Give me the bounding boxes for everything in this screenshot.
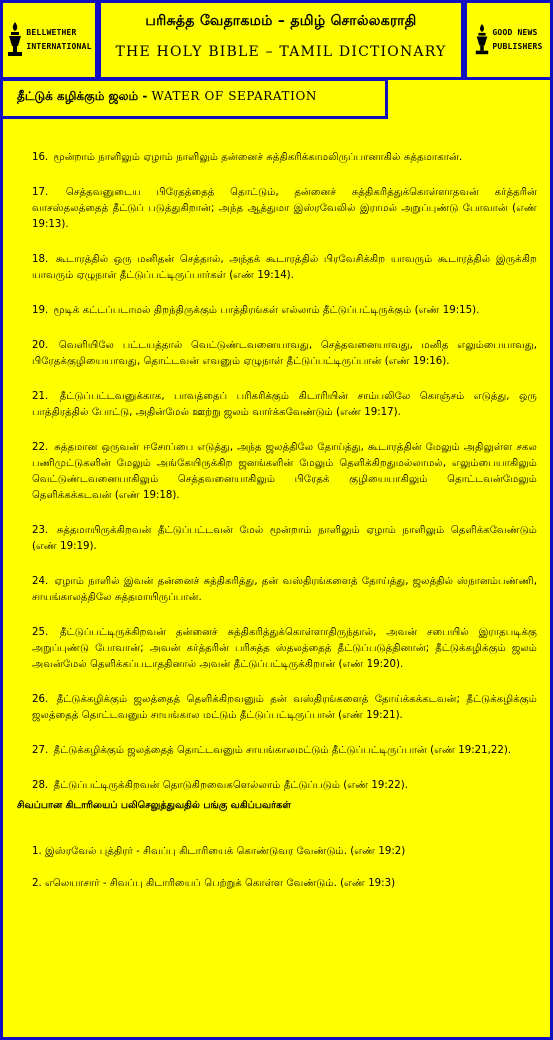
section-heading-english: WATER OF SEPARATION [151, 89, 317, 103]
list-item [32, 389, 537, 421]
item-text: செத்தவனுடைய பிரேதத்தைத் தொட்டும், தன்னைச் சுத்திகரித்துக்கொள்ளாதவன் கர்த்தரின் வாசஸ்தலத்தைத் தீட்டுப் படுத்துகிறான்; அந்த ஆத்துமா இஸ்ரவேலில் இராமல் அறுப்புண்டு போவான் (எண் 19:13). [32, 187, 537, 230]
lamp-icon [474, 20, 490, 60]
content [0, 150, 553, 908]
item-text: தீட்டுப்பட்டவனுக்காக, பாவத்தைப் பரிகரிக்கும் கிடாரியின் சாம்பலிலே கொஞ்சம் எடுத்து, ஒரு பாத்திரத்தில் போட்டு, அதின்மேல் ஊற்று ஜலம் வார்க்கவேண்டும் (எண் 19:17). [32, 391, 537, 418]
lamp-icon [6, 20, 24, 60]
list-item [32, 150, 537, 166]
item-text: தீட்டுப்பட்டிருக்கிறவன் தொடுகிறவைகளெல்லாம் தீட்டுப்படும் (எண் 19:22). [53, 780, 408, 791]
item-number: 21. [32, 391, 49, 402]
item-text: கூடாரத்தில் ஒரு மனிதன் செத்தால், அந்தக் கூடாரத்தில் பிரவேசிக்கிற யாவரும் கூடாரத்தில் இருக்கிற யாவரும் ஏழுநாள் தீட்டுப்பட்டிருப்பார்கள் (எண் 19:14). [32, 254, 537, 281]
list-item [32, 440, 537, 504]
list-item [32, 574, 537, 606]
item-text: தீட்டுக்கழிக்கும் ஜலத்தைத் தொட்டவனும் சாயங்காலமட்டும் தீட்டுப்பட்டிருப்பான் (எண் 19:21,22). [53, 745, 512, 756]
list-item [32, 252, 537, 284]
page-title-english: THE HOLY BIBLE – TAMIL DICTIONARY [115, 44, 447, 60]
list-item [32, 523, 537, 555]
bellwether-logo[interactable] [0, 0, 98, 80]
item-text: இஸ்ரவேல் புத்திரர் - சிவப்பு கிடாரியைக் கொண்டுவர வேண்டும். (எண் 19:2) [44, 846, 406, 857]
header [0, 0, 553, 80]
logo-line2: INTERNATIONAL [26, 42, 92, 51]
item-number: 23. [32, 525, 49, 536]
logo-text [26, 26, 91, 54]
title-box [98, 0, 464, 80]
item-text: ஏழாம் நாளில் இவன் தன்னைச் சுத்திகரித்து, தன் வஸ்திரங்களைத் தோய்த்து, ஜலத்தில் ஸ்நானம்பண்ணி, சாயங்காலத்திலே சுத்தமாயிருப்பான். [32, 576, 537, 603]
item-number: 18. [32, 254, 49, 265]
logo-line1: GOOD NEWS [492, 28, 538, 37]
item-text: சுத்தமாயிருக்கிறவன் தீட்டுப்பட்டவன் மேல் மூன்றாம் நாளிலும் ஏழாம் நாளிலும் தெளிக்கவேண்டும் (எண் 19:19). [32, 525, 537, 552]
list-item [32, 844, 537, 860]
list-item [32, 303, 537, 319]
item-number: 2. [32, 878, 42, 889]
page-title-tamil: பரிசுத்த வேதாகமம் – தமிழ் சொல்லகராதி [145, 13, 417, 29]
item-number: 20. [32, 340, 49, 351]
item-text: மூன்றாம் நாளிலும் ஏழாம் நாளிலும் தன்னைச் சுத்திகரிக்காமலிருப்பானாகில் சுத்தமாகான். [53, 152, 463, 163]
list-item [32, 625, 537, 673]
item-text: வெளியிலே பட்டயத்தால் வெட்டுண்டவனையாவது, செத்தவனையாவது, மனித எலும்பையாவது, பிரேதக்குழியையாவது, தொட்டவன் எவனும் ஏழுநாள் தீட்டுப்பட்டிருப்பான் (எண் 19:16). [32, 340, 537, 367]
item-number: 16. [32, 152, 49, 163]
list-item [32, 692, 537, 724]
item-number: 19. [32, 305, 49, 316]
section-heading-separator: - [138, 89, 152, 103]
item-text: சுத்தமான ஒருவன் ஈசோப்பை எடுத்து, அந்த ஜலத்திலே தோய்த்து, கூடாரத்தின் மேலும் அதிலுள்ள சகல பணிமுட்டுகளின் மேலும் அங்கேயிருக்கிற ஜனங்களின் மேலும் தெளிக்கிறதுமல்லாமல், எலும்பையாகிலும் வெட்டுண்டவனையாகிலும் செத்தவனையாகிலும் பிரேதக் குழியையாகிலும் தொட்டவன்மேலும் தெளிக்கக்கடவன் (எண் 19:18). [32, 442, 537, 501]
list-item [32, 185, 537, 233]
logo-group [6, 20, 91, 60]
item-number: 28. [32, 780, 49, 791]
item-text: தீட்டுப்பட்டிருக்கிறவன் தன்னைச் சுத்திகரித்துக்கொள்ளாதிருந்தால், அவன் சபையில் இராதபடிக்கு அறுப்புண்டு போவான்; அவன் கர்த்தரின் பரிசுத்த ஸ்தலத்தைத் தீட்டுப்படுத்தினான்; தீட்டுக்கழிக்கும் ஜலம் அவன்மேல் தெளிக்கப்படாததினால் அவன் தீட்டுப்பட்டிருக்கிறான் (எண் 19:20). [32, 627, 537, 670]
verse-list [0, 150, 553, 794]
item-number: 22. [32, 442, 49, 453]
good-news-logo[interactable] [464, 0, 553, 80]
list-item [32, 338, 537, 370]
section-heading [0, 78, 388, 119]
participant-list [0, 844, 553, 892]
item-number: 17. [32, 187, 49, 198]
logo-line2: PUBLISHERS [492, 42, 543, 51]
item-number: 27. [32, 745, 49, 756]
list-item [32, 778, 537, 794]
item-text: எலெயாசார் - சிவப்பு கிடாரியைப் பெற்றுக் கொள்ள வேண்டும். (எண் 19:3) [44, 878, 396, 889]
item-number: 25. [32, 627, 49, 638]
item-number: 1. [32, 846, 42, 857]
item-text: தீட்டுக்கழிக்கும் ஜலத்தைத் தெளிக்கிறவனும் தன் வஸ்திரங்களைத் தோய்க்கக்கடவன்; தீட்டுக்கழிக்கும் ஜலத்தைத் தொட்டவனும் சாயங்கால மட்டும் தீட்டுப்பட்டிருப்பான் (எண் 19:21). [32, 694, 537, 721]
item-number: 26. [32, 694, 49, 705]
item-number: 24. [32, 576, 49, 587]
item-text: மூடிக் கட்டப்படாமல் திறந்திருக்கும் பாத்திரங்கள் எல்லாம் தீட்டுப்பட்டிருக்கும் (எண் 19:15). [53, 305, 480, 316]
section-heading-tamil: தீட்டுக் கழிக்கும் ஜலம் [17, 89, 139, 103]
list-item [32, 743, 537, 759]
logo-line1: BELLWETHER [26, 28, 77, 37]
list-item [32, 876, 537, 892]
logo-group [474, 20, 542, 60]
subsection-heading: சிவப்பான கிடாரியைப் பலிசெலுத்துவதில் பங்கு வகிப்பவர்கள் [17, 800, 291, 811]
logo-text [492, 26, 542, 54]
